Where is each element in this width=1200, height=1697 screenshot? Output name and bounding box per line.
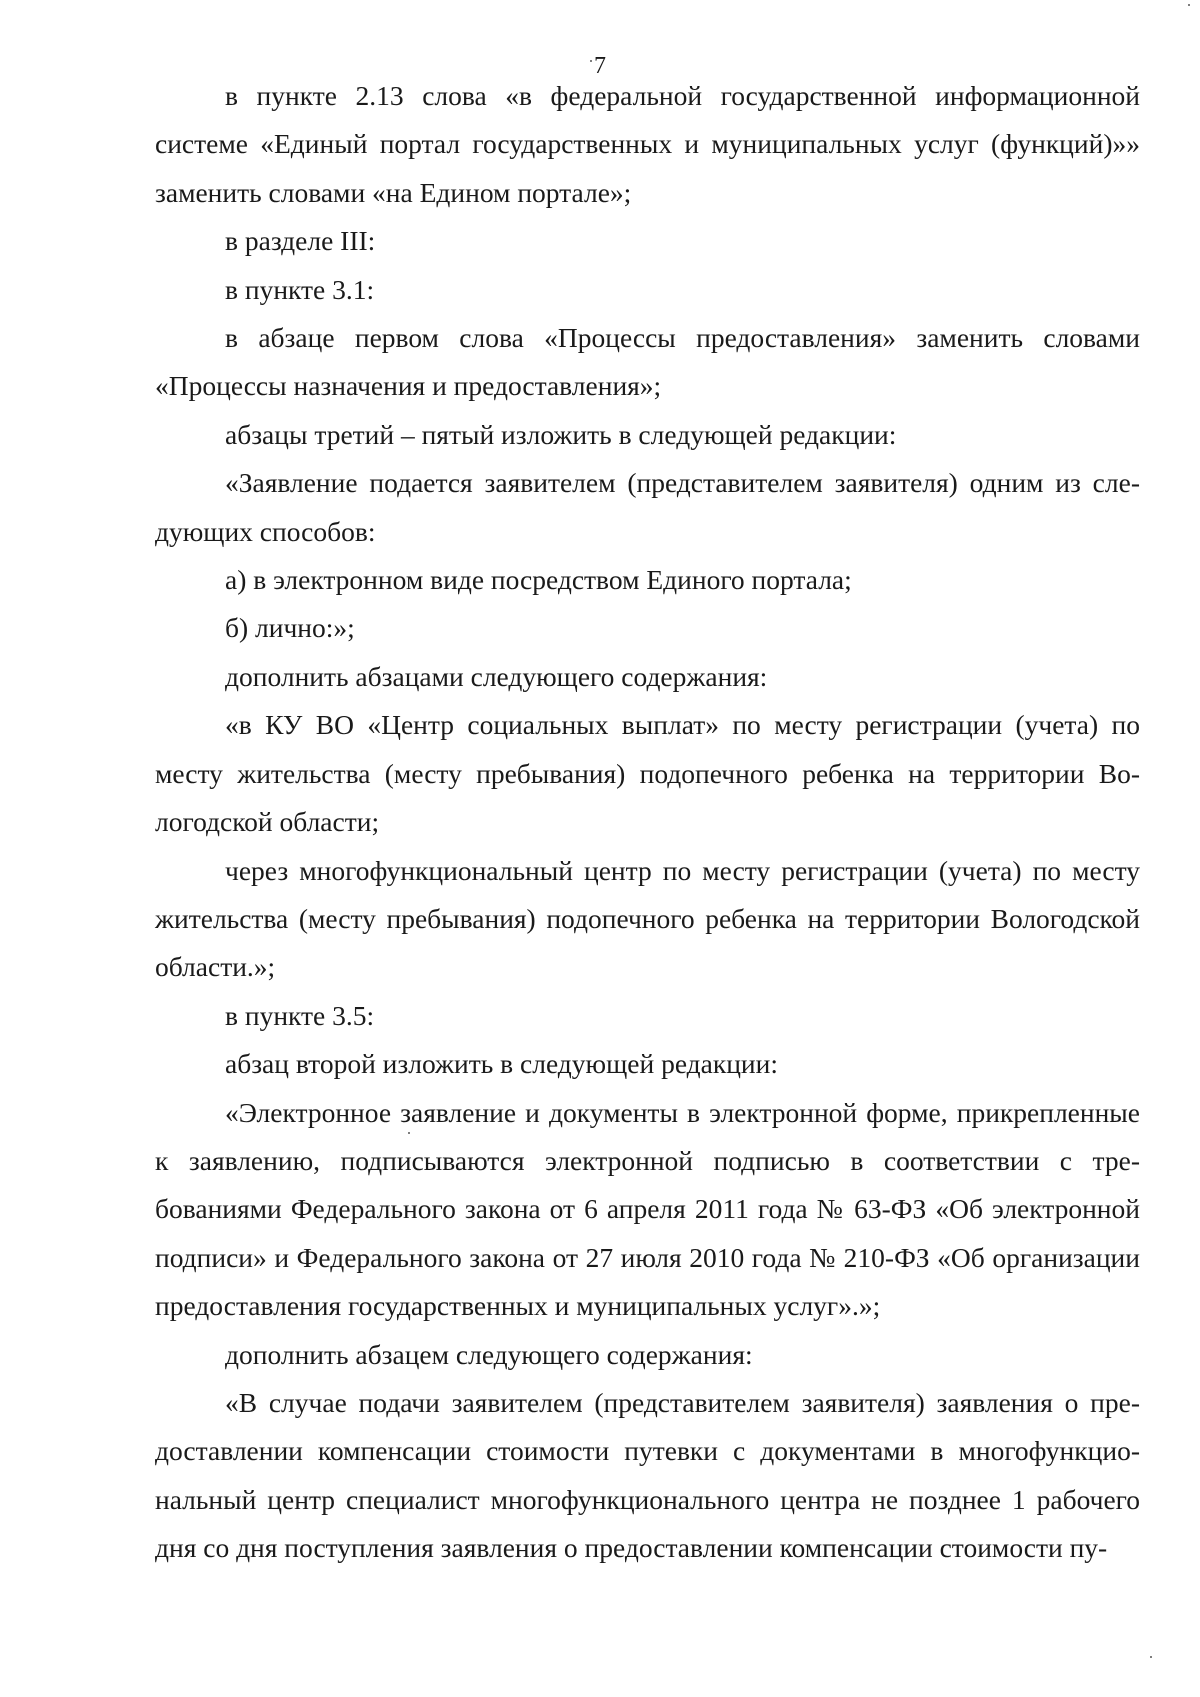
scan-speck bbox=[1150, 1656, 1152, 1658]
paragraph: в пункте 3.1: bbox=[225, 273, 375, 305]
paragraph: дополнить абзацами следующего содержания: bbox=[225, 660, 768, 692]
paragraph: в пункте 2.13 слова «в федеральной государственной информационной системе «Единый портал государственных и муниципальных услуг (функций)»» заменить словами «на Едином портале»; bbox=[155, 80, 1140, 208]
paragraph: а) в электронном виде посредством Единого портала; bbox=[225, 564, 852, 596]
paragraph: дополнить абзацем следующего содержания: bbox=[225, 1338, 753, 1370]
paragraph: «в КУ ВО «Центр социальных выплат» по месту регистрации (учета) по месту жительства (месту пребывания) подопечного ребенка на территории Вологодской области; bbox=[155, 709, 1140, 838]
paragraph: через многофункциональный центр по месту регистрации (учета) по месту жительства (месту пребывания) подопечного ребенка на территории Вологодской области.»; bbox=[155, 854, 1140, 983]
paragraph: в разделе III: bbox=[225, 225, 376, 257]
paragraph: «В случае подачи заявителем (представителем заявителя) заявления о предоставлении компенсации стоимости путевки с документами в многофункциональный центр специалист многофункционального центра не позднее 1 рабочего дня со дня поступления заявления о предоставлении компенсации стоимости пу- bbox=[155, 1386, 1140, 1564]
paragraph: «Заявление подается заявителем (представителем заявителя) одним из следующих способов: bbox=[155, 467, 1140, 547]
page-number: 7 bbox=[594, 53, 606, 79]
document-body bbox=[155, 72, 1140, 1573]
paragraph: в пункте 3.5: bbox=[225, 999, 375, 1031]
paragraph: б) лично:»; bbox=[225, 612, 355, 644]
paragraph: в абзаце первом слова «Процессы предоставления» заменить словами «Процессы назначения и предоставления»; bbox=[155, 322, 1140, 402]
scan-speck bbox=[1188, 4, 1190, 6]
paragraph: «Электронное заявление и документы в электронной форме, прикрепленные к заявлению, подписываются электронной подписью в соответствии с требованиями Федерального закона от 6 апреля 2011 года № 63-ФЗ «Об электронной подписи» и Федерального закона от 27 июля 2010 года № 210-ФЗ «Об организации предоставления государственных и муниципальных услуг».»; bbox=[155, 1096, 1140, 1322]
paragraph: абзац второй изложить в следующей редакции: bbox=[225, 1048, 779, 1080]
paragraph: абзацы третий – пятый изложить в следующей редакции: bbox=[225, 418, 897, 450]
